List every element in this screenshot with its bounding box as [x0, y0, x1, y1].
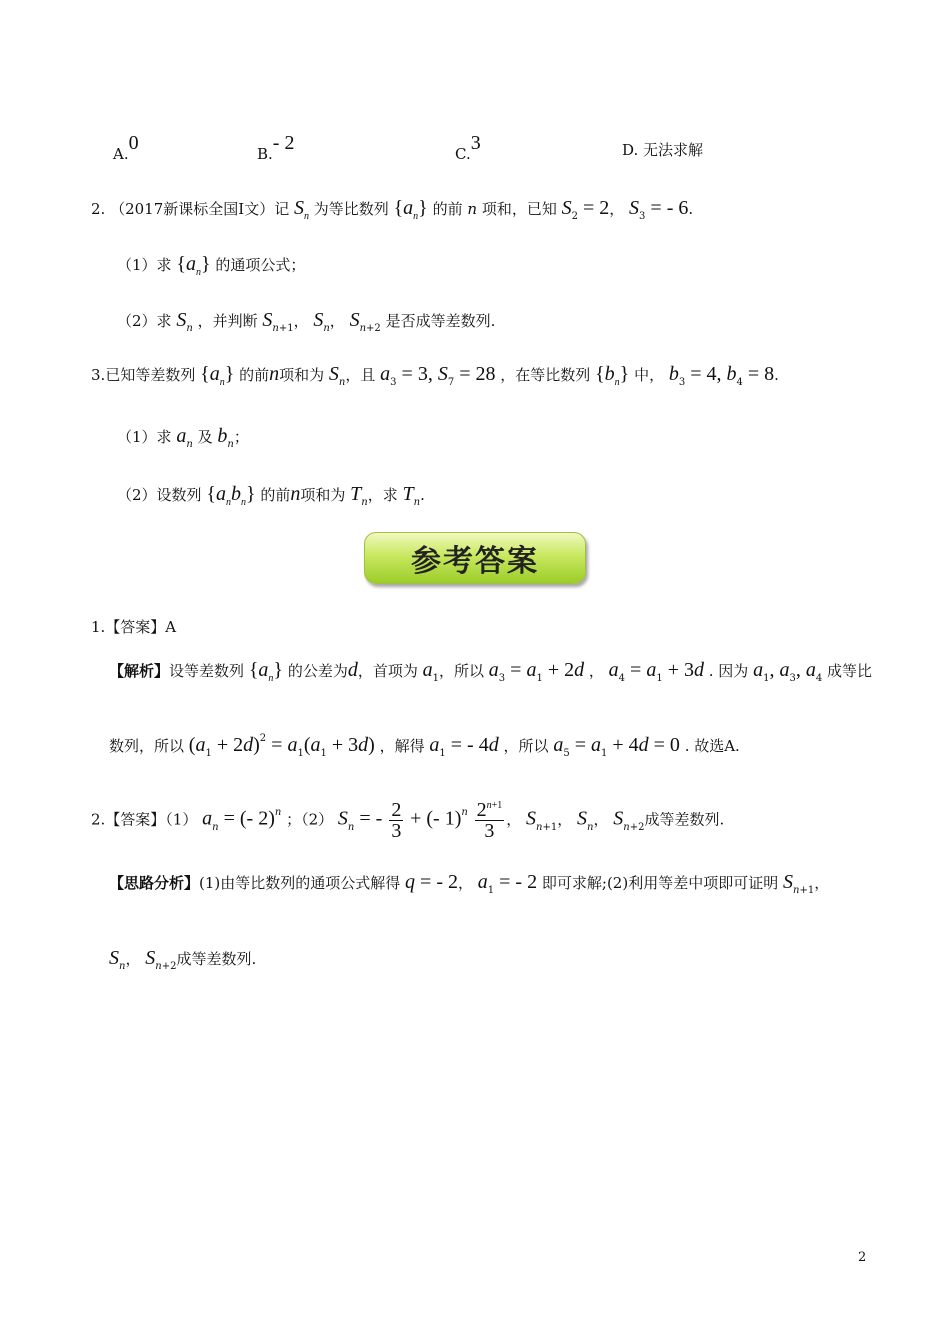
ans2-analysis-line1: 【思路分析】(1)由等比数列的通项公式解得 q = - 2， $a_1$ = - 2 即可求解;(2)利用等差中项即可证明 $S_{n+1}$，	[109, 871, 830, 896]
q1-option-a: A.0	[113, 132, 139, 163]
answer-banner-text: 参考答案	[411, 544, 539, 579]
q3-part1: （1）求 $a_n$ 及 $b_n$；	[117, 425, 249, 450]
q3-stem: 3.已知等差数列 $\{a_n\}$ 的前n项和为 $S_n$，且 $a_3 = 3$, $S_7 = 28$ ，在等比数列 $\{b_n\}$ 中， $b_3 = 4$, $b_4 = 8$.	[91, 363, 779, 388]
answer-banner	[364, 532, 586, 584]
page-number: 2	[858, 1250, 867, 1265]
ans1-head: 1.【答案】A	[91, 618, 177, 636]
ans2-analysis-line2: $S_n$， $S_{n+2}$成等差数列.	[109, 947, 257, 972]
q2-part1: （1）求 $\{a_n\}$ 的通项公式；	[117, 253, 306, 278]
q3-part2: （2）设数列 $\{a_nb_n\}$ 的前n项和为 $T_n$，求 $T_n$.	[117, 483, 425, 508]
q1-option-b: B.- 2	[257, 132, 295, 163]
q1-option-d: D. 无法求解	[622, 141, 704, 159]
q2-part2: （2）求 $S_n$ ，并判断 $S_{n+1}$， $S_n$， $S_{n+2}$ 是否成等差数列.	[117, 309, 496, 334]
ans1-line2: 数列，所以 $(a_1 + 2d)^2 = a_1(a_1 + 3d)$ ，解得 $a_1$ = - 4d ，所以 $a_5 = a_1 + 4d = 0$ . 故选A.	[109, 733, 740, 759]
ans2-head: 2.【答案】（1） $a_n$ = (- 2)$^n$ ；（2） $S_n$ = - $\frac{2}{3}$ + (- 1)$^n$ $\frac{2^{n+1}}{3}$ ， $S_{n+1}$， $S_n$， $S_{n+2}$成等差数列.	[91, 799, 725, 842]
ans1-line1: 【解析】设等差数列 $\{a_n\}$ 的公差为d，首项为 $a_1$，所以 $a_3 = a_1 + 2d$ ， $a_4 = a_1 + 3d$ . 因为 $a_1$, $a_3$, $a_4$ 成等比	[109, 659, 872, 684]
q2-stem: 2. （2017新课标全国Ⅰ文）记 $S_n$ 为等比数列 $\{a_n\}$ 的前 n 项和，已知 $S_2 = 2$， $S_3$ = - 6.	[91, 197, 694, 222]
q1-option-c: C.3	[455, 132, 481, 163]
